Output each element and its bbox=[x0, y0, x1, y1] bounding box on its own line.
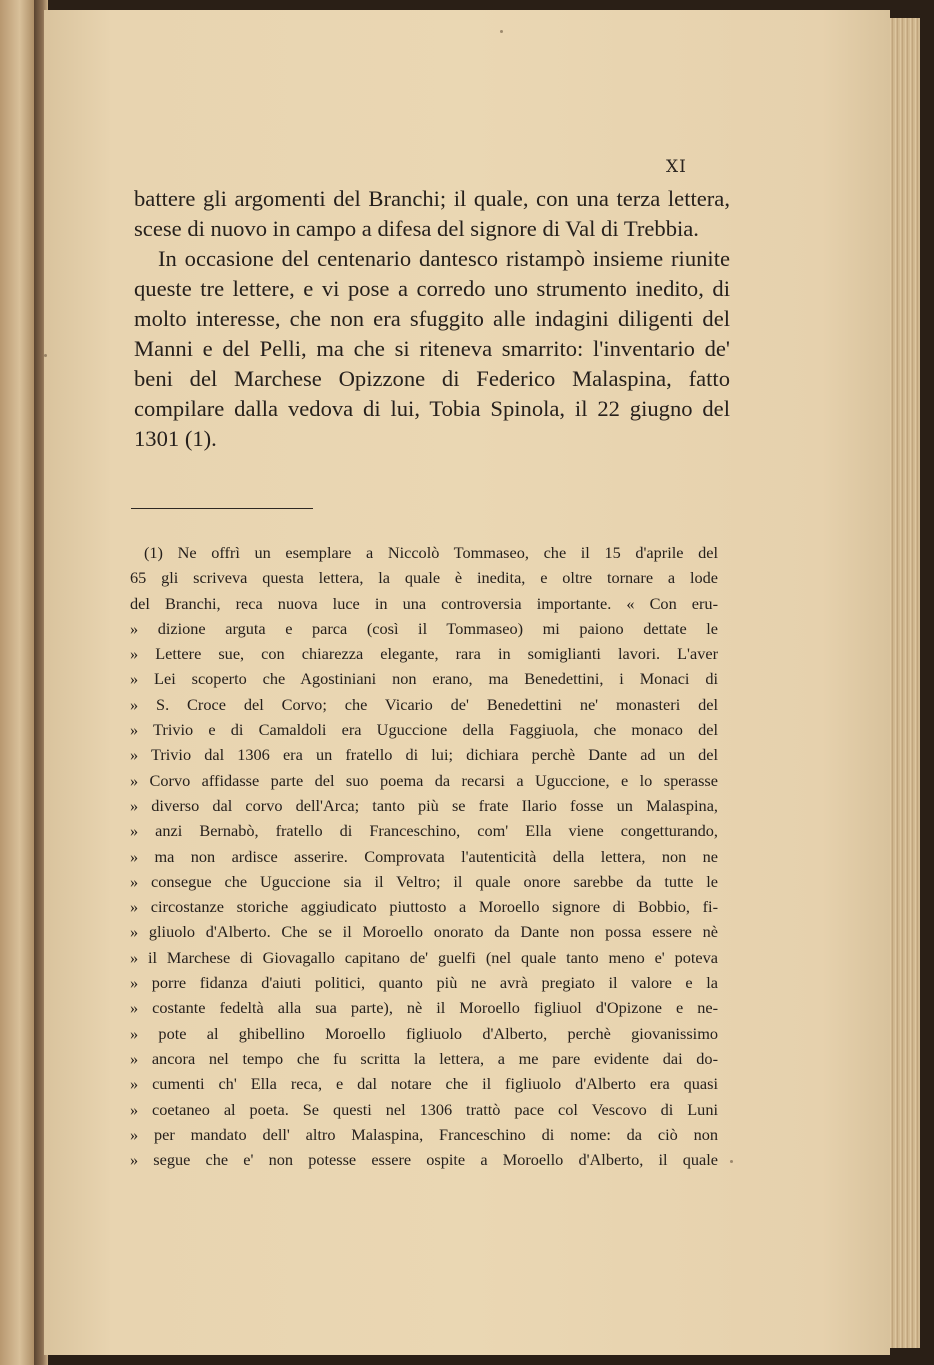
footnote-line: 65 gli scriveva questa lettera, la quale è inedita, e oltre tornare a lode bbox=[130, 568, 718, 588]
footnote-line: » segue che e' non potesse essere ospite a Moroello d'Alberto, il quale bbox=[130, 1150, 718, 1170]
paper-speck bbox=[730, 1160, 733, 1163]
footnote-line: » Lettere sue, con chiarezza elegante, rara in somiglianti lavori. L'aver bbox=[130, 644, 718, 664]
footnote-line: » gliuolo d'Alberto. Che se il Moroello onorato da Dante non possa essere nè bbox=[130, 922, 718, 942]
footnote-line: » diverso dal corvo dell'Arca; tanto più se frate Ilario fosse un Malaspina, bbox=[130, 795, 718, 815]
footnote-line: » Lei scoperto che Agostiniani non erano, ma Benedettini, i Monaci di bbox=[130, 669, 718, 689]
footnote-line: » coetaneo al poeta. Se questi nel 1306 trattò pace col Vescovo di Luni bbox=[130, 1099, 718, 1119]
footnote-line: » S. Croce del Corvo; che Vicario de' Benedettini ne' monasteri del bbox=[130, 694, 718, 714]
footnote-line: » consegue che Uguccione sia il Veltro; il quale onore sarebbe da tutte le bbox=[130, 871, 718, 891]
footnote-line: » costante fedeltà alla sua parte), nè il Moroello figliuol d'Opizone e ne- bbox=[130, 998, 718, 1018]
footnote-line: » anzi Bernabò, fratello di Franceschino, com' Ella viene congetturando, bbox=[130, 821, 718, 841]
footnote-line: » per mandato dell' altro Malaspina, Franceschino di nome: da ciò non bbox=[130, 1124, 718, 1144]
footnote-line: del Branchi, reca nuova luce in una controversia importante. « Con eru- bbox=[130, 593, 718, 613]
footnote-line: » Trivio e di Camaldoli era Uguccione della Faggiuola, che monaco del bbox=[130, 720, 718, 740]
footnote-line: » Corvo affidasse parte del suo poema da recarsi a Uguccione, e lo sperasse bbox=[130, 770, 718, 790]
paragraph-2: In occasione del centenario dantesco ristampò insieme riunite queste tre lettere, e vi pose a corredo uno strumento inedito, di molto interesse, che non era sfuggito alle indagini diligenti del Manni e del Pelli, ma che si riteneva smarrito: l'inventario de' beni del Marchese Opizzone di Federico Malaspina, fatto compilare dalla vedova di lui, Tobia Spinola, il 22 giugno del 1301 (1). bbox=[134, 246, 730, 451]
footnote bbox=[130, 540, 718, 1172]
footnote-line: » il Marchese di Giovagallo capitano de' guelfi (nel quale tanto meno e' poteva bbox=[130, 947, 718, 967]
paper-speck bbox=[500, 30, 503, 33]
footnote-line: » Trivio dal 1306 era un fratello di lui; dichiara perchè Dante ad un del bbox=[130, 745, 718, 765]
paragraph-1: battere gli argomenti del Branchi; il quale, con una terza lettera, scese di nuovo in campo a difesa del signore di Val di Trebbia. bbox=[134, 186, 730, 241]
footnote-line: » dizione arguta e parca (così il Tommaseo) mi paiono dettate le bbox=[130, 618, 718, 638]
footnote-line: » pote al ghibellino Moroello figliuolo d'Alberto, perchè giovanissimo bbox=[130, 1023, 718, 1043]
footnote-line: (1) Ne offrì un esemplare a Niccolò Tommaseo, che il 15 d'aprile del bbox=[144, 543, 718, 562]
footnote-line: » circostanze storiche aggiudicato piuttosto a Moroello signore di Bobbio, fi- bbox=[130, 897, 718, 917]
footnote-line: » ancora nel tempo che fu scritta la lettera, a me pare evidente dai do- bbox=[130, 1048, 718, 1068]
footnote-line: » ma non ardisce asserire. Comprovata l'autenticità della lettera, non ne bbox=[130, 846, 718, 866]
footnote-separator bbox=[131, 508, 313, 509]
paper-speck bbox=[44, 354, 47, 357]
main-text bbox=[134, 184, 730, 454]
footnote-line: » cumenti ch' Ella reca, e dal notare che il figliuolo d'Alberto era quasi bbox=[130, 1074, 718, 1094]
previous-page-edge bbox=[0, 0, 36, 1365]
footnote-line: » porre fidanza d'aiuti politici, quanto più ne avrà pregiato il valore e la bbox=[130, 973, 718, 993]
page-number: XI bbox=[666, 157, 687, 177]
